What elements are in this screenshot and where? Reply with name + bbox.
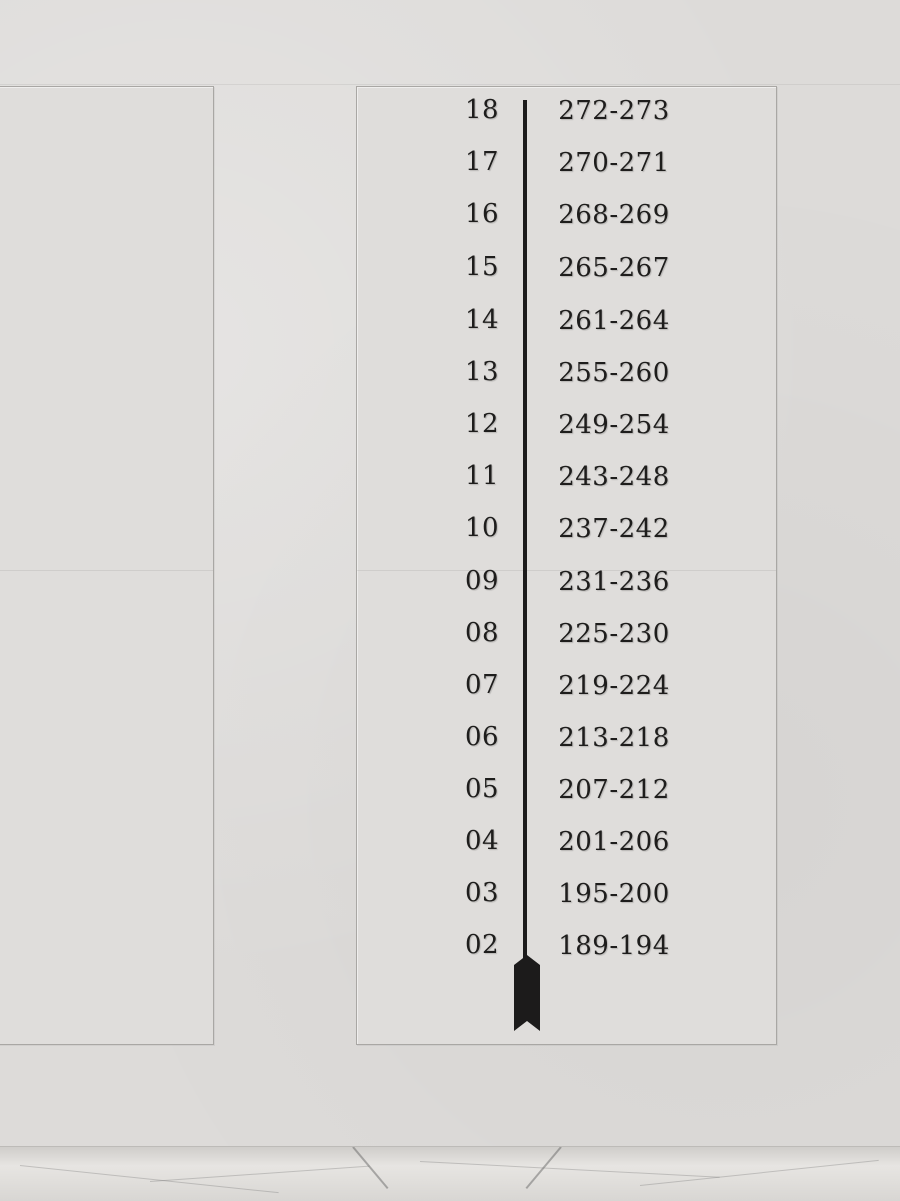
floor-number: 16 [464,199,500,229]
floor-number: 10 [464,513,500,543]
panel-seam [0,570,213,571]
marble-floor [0,1146,900,1201]
room-range: 261-264 [558,306,670,336]
floor-joint [352,1146,388,1189]
floor-number: 15 [464,252,500,282]
room-range: 268-269 [558,200,670,230]
room-range: 213-218 [558,723,670,753]
floor-number: 12 [464,409,500,439]
floor-number: 08 [464,618,500,648]
floor-vein [420,1161,720,1178]
room-range: 195-200 [558,879,670,909]
room-range: 237-242 [558,514,670,544]
room-range: 219-224 [558,671,670,701]
floor-number: 07 [464,670,500,700]
floor-number: 03 [464,878,500,908]
room-range: 272-273 [558,96,670,126]
room-range: 265-267 [558,253,670,283]
floor-number: 11 [464,461,500,491]
arrow-tail-icon [514,955,540,1031]
floor-number: 05 [464,774,500,804]
room-range: 207-212 [558,775,670,805]
floor-number: 09 [464,566,500,596]
room-range: 249-254 [558,410,670,440]
floor-number: 17 [464,147,500,177]
floor-number: 14 [464,305,500,335]
wall-seam [0,84,900,85]
floor-number: 13 [464,357,500,387]
directory-vertical-line [523,100,527,962]
room-range: 243-248 [558,462,670,492]
floor-number: 18 [464,95,500,125]
room-range: 255-260 [558,358,670,388]
floor-vein [20,1165,279,1193]
floor-vein [640,1160,879,1186]
floor-number: 04 [464,826,500,856]
room-range: 231-236 [558,567,670,597]
room-range: 201-206 [558,827,670,857]
floor-vein [150,1166,370,1182]
room-range: 189-194 [558,931,670,961]
left-wall-panel [0,86,214,1045]
floor-number: 06 [464,722,500,752]
room-range: 225-230 [558,619,670,649]
room-range: 270-271 [558,148,670,178]
floor-number: 02 [464,930,500,960]
